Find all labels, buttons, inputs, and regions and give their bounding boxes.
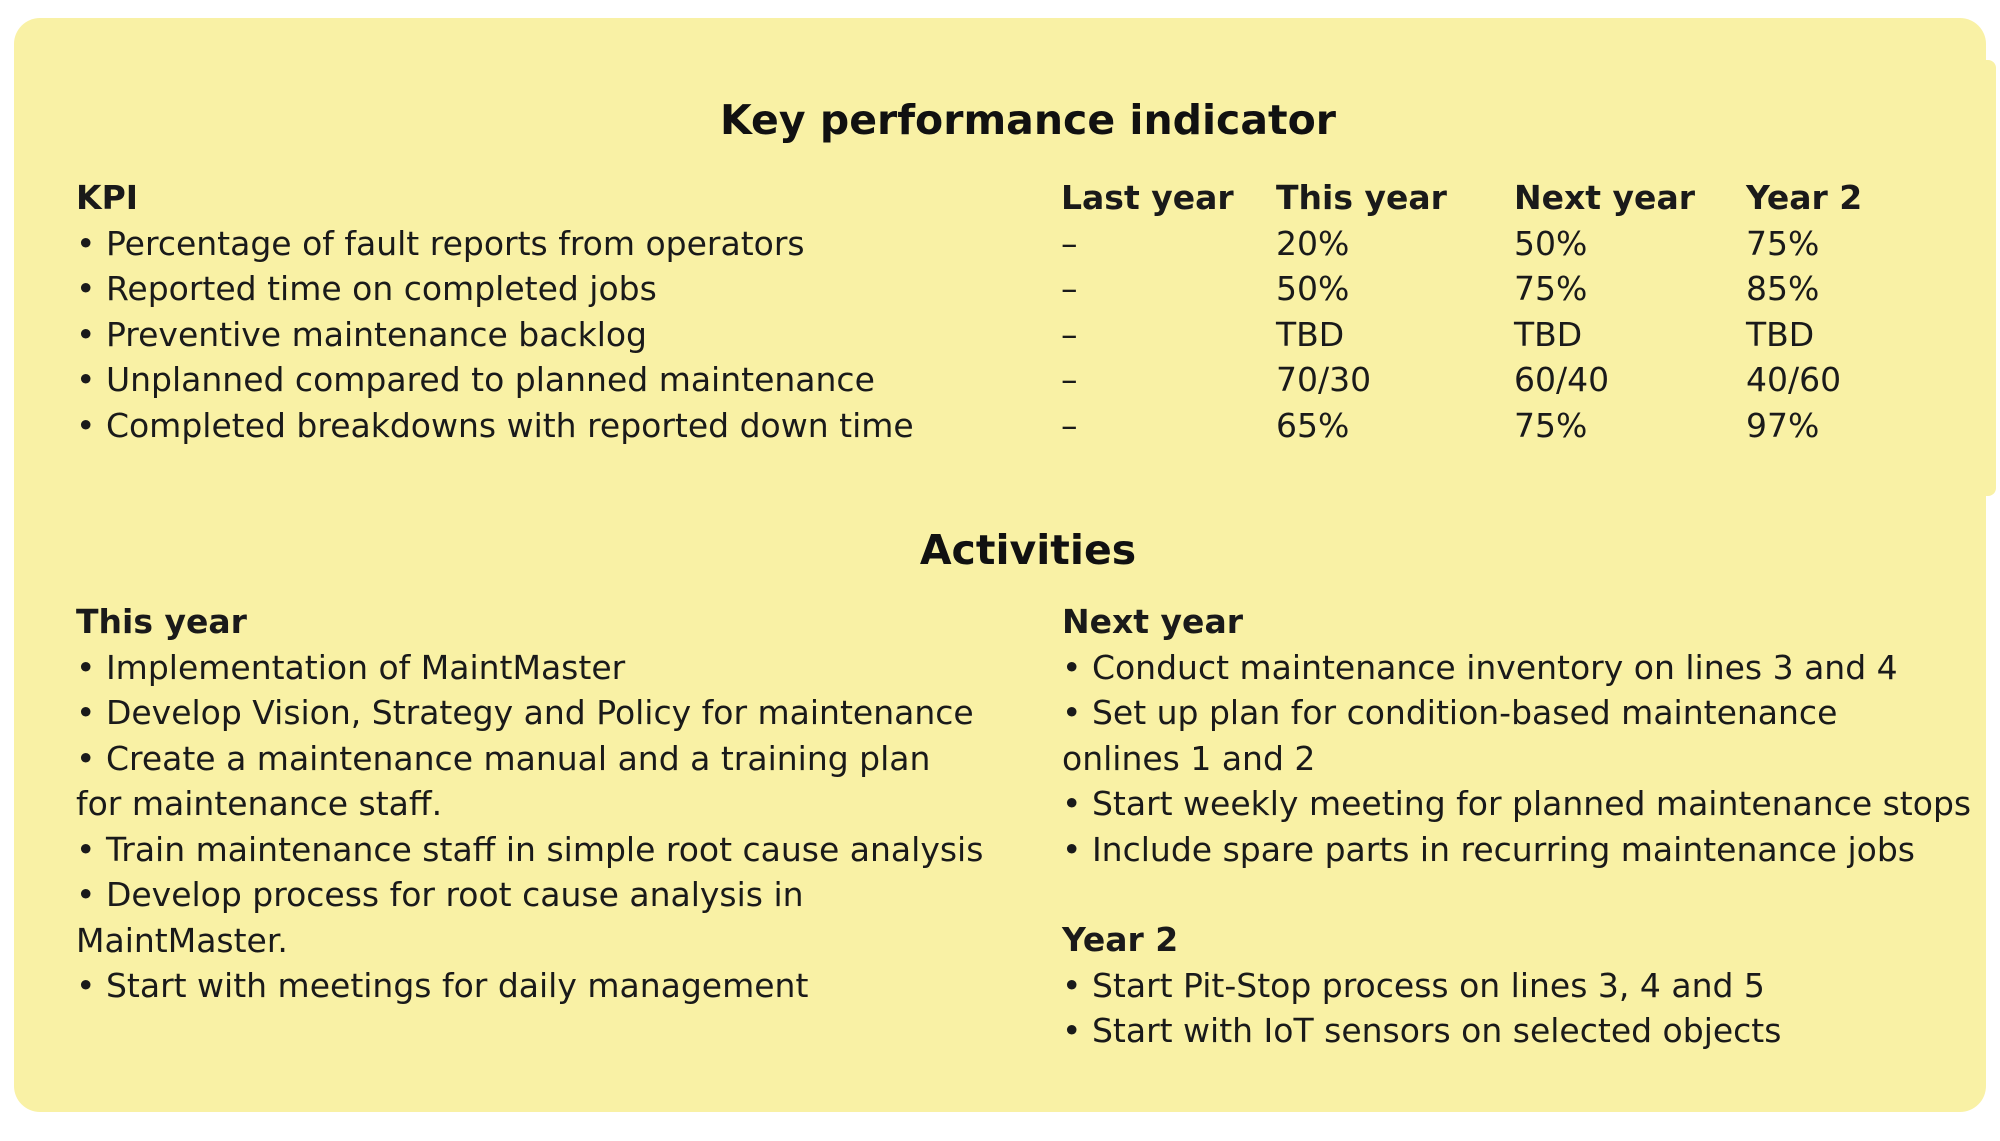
list-item: • Include spare parts in recurring maintenance jobs	[1062, 829, 1915, 869]
kpi-next-year: 50%	[1514, 224, 1588, 263]
kpi-year-2: 40/60	[1746, 360, 1842, 399]
kpi-next-year: TBD	[1514, 315, 1583, 354]
header-last-year: Last year	[1061, 178, 1234, 217]
kpi-this-year: TBD	[1276, 315, 1345, 354]
list-item: • Create a maintenance manual and a training plan	[76, 738, 931, 778]
kpi-name: • Reported time on completed jobs	[76, 269, 657, 308]
list-item: • Start with IoT sensors on selected objects	[1062, 1011, 1782, 1050]
list-item: • Conduct maintenance inventory on lines 3 and 4	[1062, 647, 1898, 687]
next-year-list	[1062, 645, 1971, 873]
kpi-last-year: –	[1061, 269, 1078, 308]
kpi-year-2: TBD	[1746, 315, 1815, 354]
kpi-this-year: 70/30	[1276, 360, 1372, 399]
kpi-name: • Percentage of fault reports from operators	[76, 224, 805, 263]
kpi-name: • Preventive maintenance backlog	[76, 315, 648, 354]
list-item: • Train maintenance staff in simple root cause analysis	[76, 829, 984, 869]
kpi-title: Key performance indicator	[719, 96, 1337, 144]
kpi-last-year: –	[1061, 360, 1078, 399]
list-item-continuation: MaintMaster.	[76, 920, 288, 960]
header-next-year: Next year	[1514, 178, 1695, 217]
header-kpi: KPI	[76, 178, 139, 217]
kpi-year-2: 97%	[1746, 406, 1820, 445]
kpi-year-2: 75%	[1746, 224, 1820, 263]
kpi-this-year: 65%	[1276, 406, 1350, 445]
list-item: • Set up plan for condition-based maintenance	[1062, 693, 1838, 732]
list-item: • Start with meetings for daily management	[76, 966, 809, 1005]
kpi-last-year: –	[1061, 315, 1078, 354]
activities-future	[1062, 599, 1971, 1054]
list-item-continuation: onlines 1 and 2	[1062, 738, 1316, 778]
activities-this-year	[76, 599, 983, 1009]
list-item: • Start Pit-Stop process on lines 3, 4 and 5	[1062, 965, 1765, 1005]
kpi-this-year: 20%	[1276, 224, 1350, 263]
list-item: • Implementation of MaintMaster	[76, 647, 626, 687]
year-2-list	[1062, 963, 1971, 1054]
year-2-heading: Year 2	[1062, 920, 1179, 959]
kpi-next-year: 75%	[1514, 269, 1588, 308]
header-this-year: This year	[1276, 178, 1447, 217]
section-spacer	[1062, 872, 1971, 917]
this-year-heading: This year	[76, 602, 247, 641]
next-year-heading: Next year	[1062, 602, 1243, 641]
kpi-name: • Unplanned compared to planned maintenance	[76, 360, 875, 399]
list-item: • Develop process for root cause analysis in	[76, 875, 804, 914]
kpi-next-year: 75%	[1514, 406, 1588, 445]
kpi-this-year: 50%	[1276, 269, 1350, 308]
kpi-last-year: –	[1061, 224, 1078, 263]
activities-title: Activities	[919, 526, 1137, 574]
list-item-continuation: for maintenance staff.	[76, 784, 443, 823]
header-year-2: Year 2	[1746, 178, 1863, 217]
list-item: • Start weekly meeting for planned maintenance stops	[1062, 784, 1972, 823]
list-item: • Develop Vision, Strategy and Policy for maintenance	[76, 693, 974, 732]
kpi-last-year: –	[1061, 406, 1078, 445]
kpi-year-2: 85%	[1746, 269, 1820, 308]
kpi-next-year: 60/40	[1514, 360, 1610, 399]
this-year-list	[76, 645, 983, 1009]
kpi-name: • Completed breakdowns with reported down time	[76, 406, 914, 445]
